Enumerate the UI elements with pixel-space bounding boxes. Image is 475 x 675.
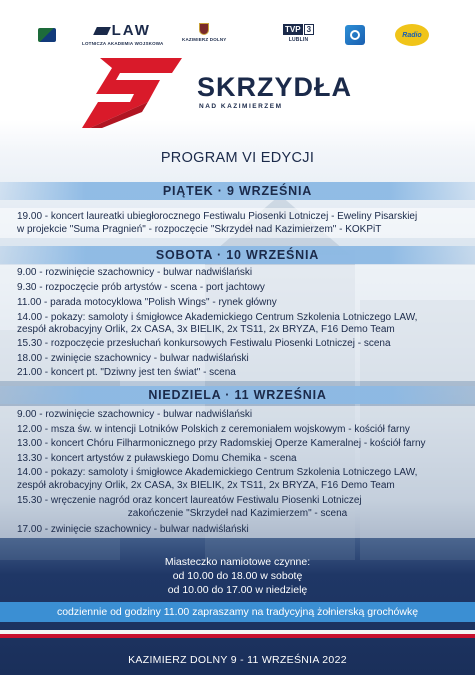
brand-title: SKRZYDŁA [197,72,352,102]
flag-stripe-red [0,634,475,638]
event-line: zakończenie "Skrzydeł nad Kazimierzem" - scena [127,508,348,519]
program-title: PROGRAM VI EDYCJI [160,150,315,166]
info-saturday-hours: od 10.00 do 18.00 w sobotę [172,570,303,582]
day-header-saturday: SOBOTA · 10 WRZEŚNIA [0,246,475,264]
event-line: 13.30 - koncert artystów z puławskiego Domu Chemika - scena [17,453,297,464]
radio-logo-text: Radio [395,24,429,46]
event-line: 17.00 - zwinięcie szachownicy - bulwar nadwiślański [17,524,249,535]
crest-icon [38,28,56,42]
footer-date: KAZIMIERZ DOLNY 9 - 11 WRZEŚNIA 2022 [128,654,347,666]
day-header-sunday: NIEDZIELA · 11 WRZEŚNIA [0,386,475,404]
kazimierz-subtitle: KAZIMIERZ DOLNY [182,37,227,42]
event-line: 21.00 - koncert pt. "Dziwny jest ten świat" - scena [17,367,236,378]
day-header-friday: PIĄTEK · 9 WRZEŚNIA [0,182,475,200]
event-line: w projekcie "Suma Pragnień" - rozpoczęcie "Skrzydeł nad Kazimierzem" - KOKPiT [17,224,382,235]
event-line: 11.00 - parada motocyklowa "Polish Wings" - rynek główny [17,297,277,308]
event-line: 18.00 - zwinięcie szachownicy - bulwar nadwiślański [17,353,249,364]
event-line: zespół akrobacyjny Orlik, 2x CASA, 3x BIELIK, 2x TS11, 2x BRYZA, F16 Demo Team [17,480,395,491]
event-line: 14.00 - pokazy: samoloty i śmigłowce Akademickiego Centrum Szkolenia Lotniczego LAW, [17,467,418,478]
logo-blue-square [345,25,365,45]
sunday-events [0,406,475,538]
event-line: 12.00 - msza św. w intencji Lotników Polskich z ceremoniałem wojskowym - kościół farny [17,424,410,435]
kazimierz-crest-icon [199,23,209,35]
friday-events [0,208,475,238]
event-line: 14.00 - pokazy: samoloty i śmigłowce Akademickiego Centrum Szkolenia Lotniczego LAW, [17,312,418,323]
tvp-num: 3 [304,24,314,35]
tvp-box: TVP [285,25,301,34]
event-line: 15.30 - rozpoczęcie przesłuchań konkursowych Festiwalu Piosenki Lotniczej - scena [17,338,391,349]
event-line: 19.00 - koncert laureatki ubiegłorocznego Festiwalu Piosenki Lotniczej - Eweliny Pisarskiej [17,211,418,222]
blue-square-icon [345,25,365,45]
saturday-events [0,265,475,381]
law-subtitle: LOTNICZA AKADEMIA WOJSKOWA [82,41,164,46]
info-heading: Miasteczko namiotowe czynne: [164,556,311,568]
logo-tvp3 [283,24,314,43]
invitation-band: codziennie od godziny 11.00 zapraszamy na tradycyjną żołnierską grochówkę [0,602,475,622]
law-word: LAW [111,22,151,39]
tvp-subtitle: LUBLIN [288,37,309,43]
event-line: 15.30 - wręczenie nagród oraz koncert laureatów Festiwalu Piosenki Lotniczej [17,495,362,506]
brand-s-icon [82,58,182,128]
wing-icon [93,27,111,35]
brand-subtitle: NAD KAZIMIERZEM [199,103,283,110]
event-line: 9.00 - rozwinięcie szachownicy - bulwar nadwiślański [17,267,253,278]
event-line: zespół akrobacyjny Orlik, 2x CASA, 3x BIELIK, 2x TS11, 2x BRYZA, F16 Demo Team [17,324,395,335]
event-line: 13.00 - koncert Chóru Filharmonicznego przy Radomskiej Operze Kameralnej - kościół farny [17,438,426,449]
logo-radio [395,24,429,46]
info-sunday-hours: od 10.00 do 17.00 w niedzielę [167,584,308,596]
logo-left-crest [38,28,56,42]
event-line: 9.00 - rozwinięcie szachownicy - bulwar nadwiślański [17,409,253,420]
logo-law [82,22,163,46]
event-line: 9.30 - rozpoczęcie prób artystów - scena - port jachtowy [17,282,265,293]
sponsor-logos [0,22,475,52]
logo-kazimierz [182,23,227,42]
